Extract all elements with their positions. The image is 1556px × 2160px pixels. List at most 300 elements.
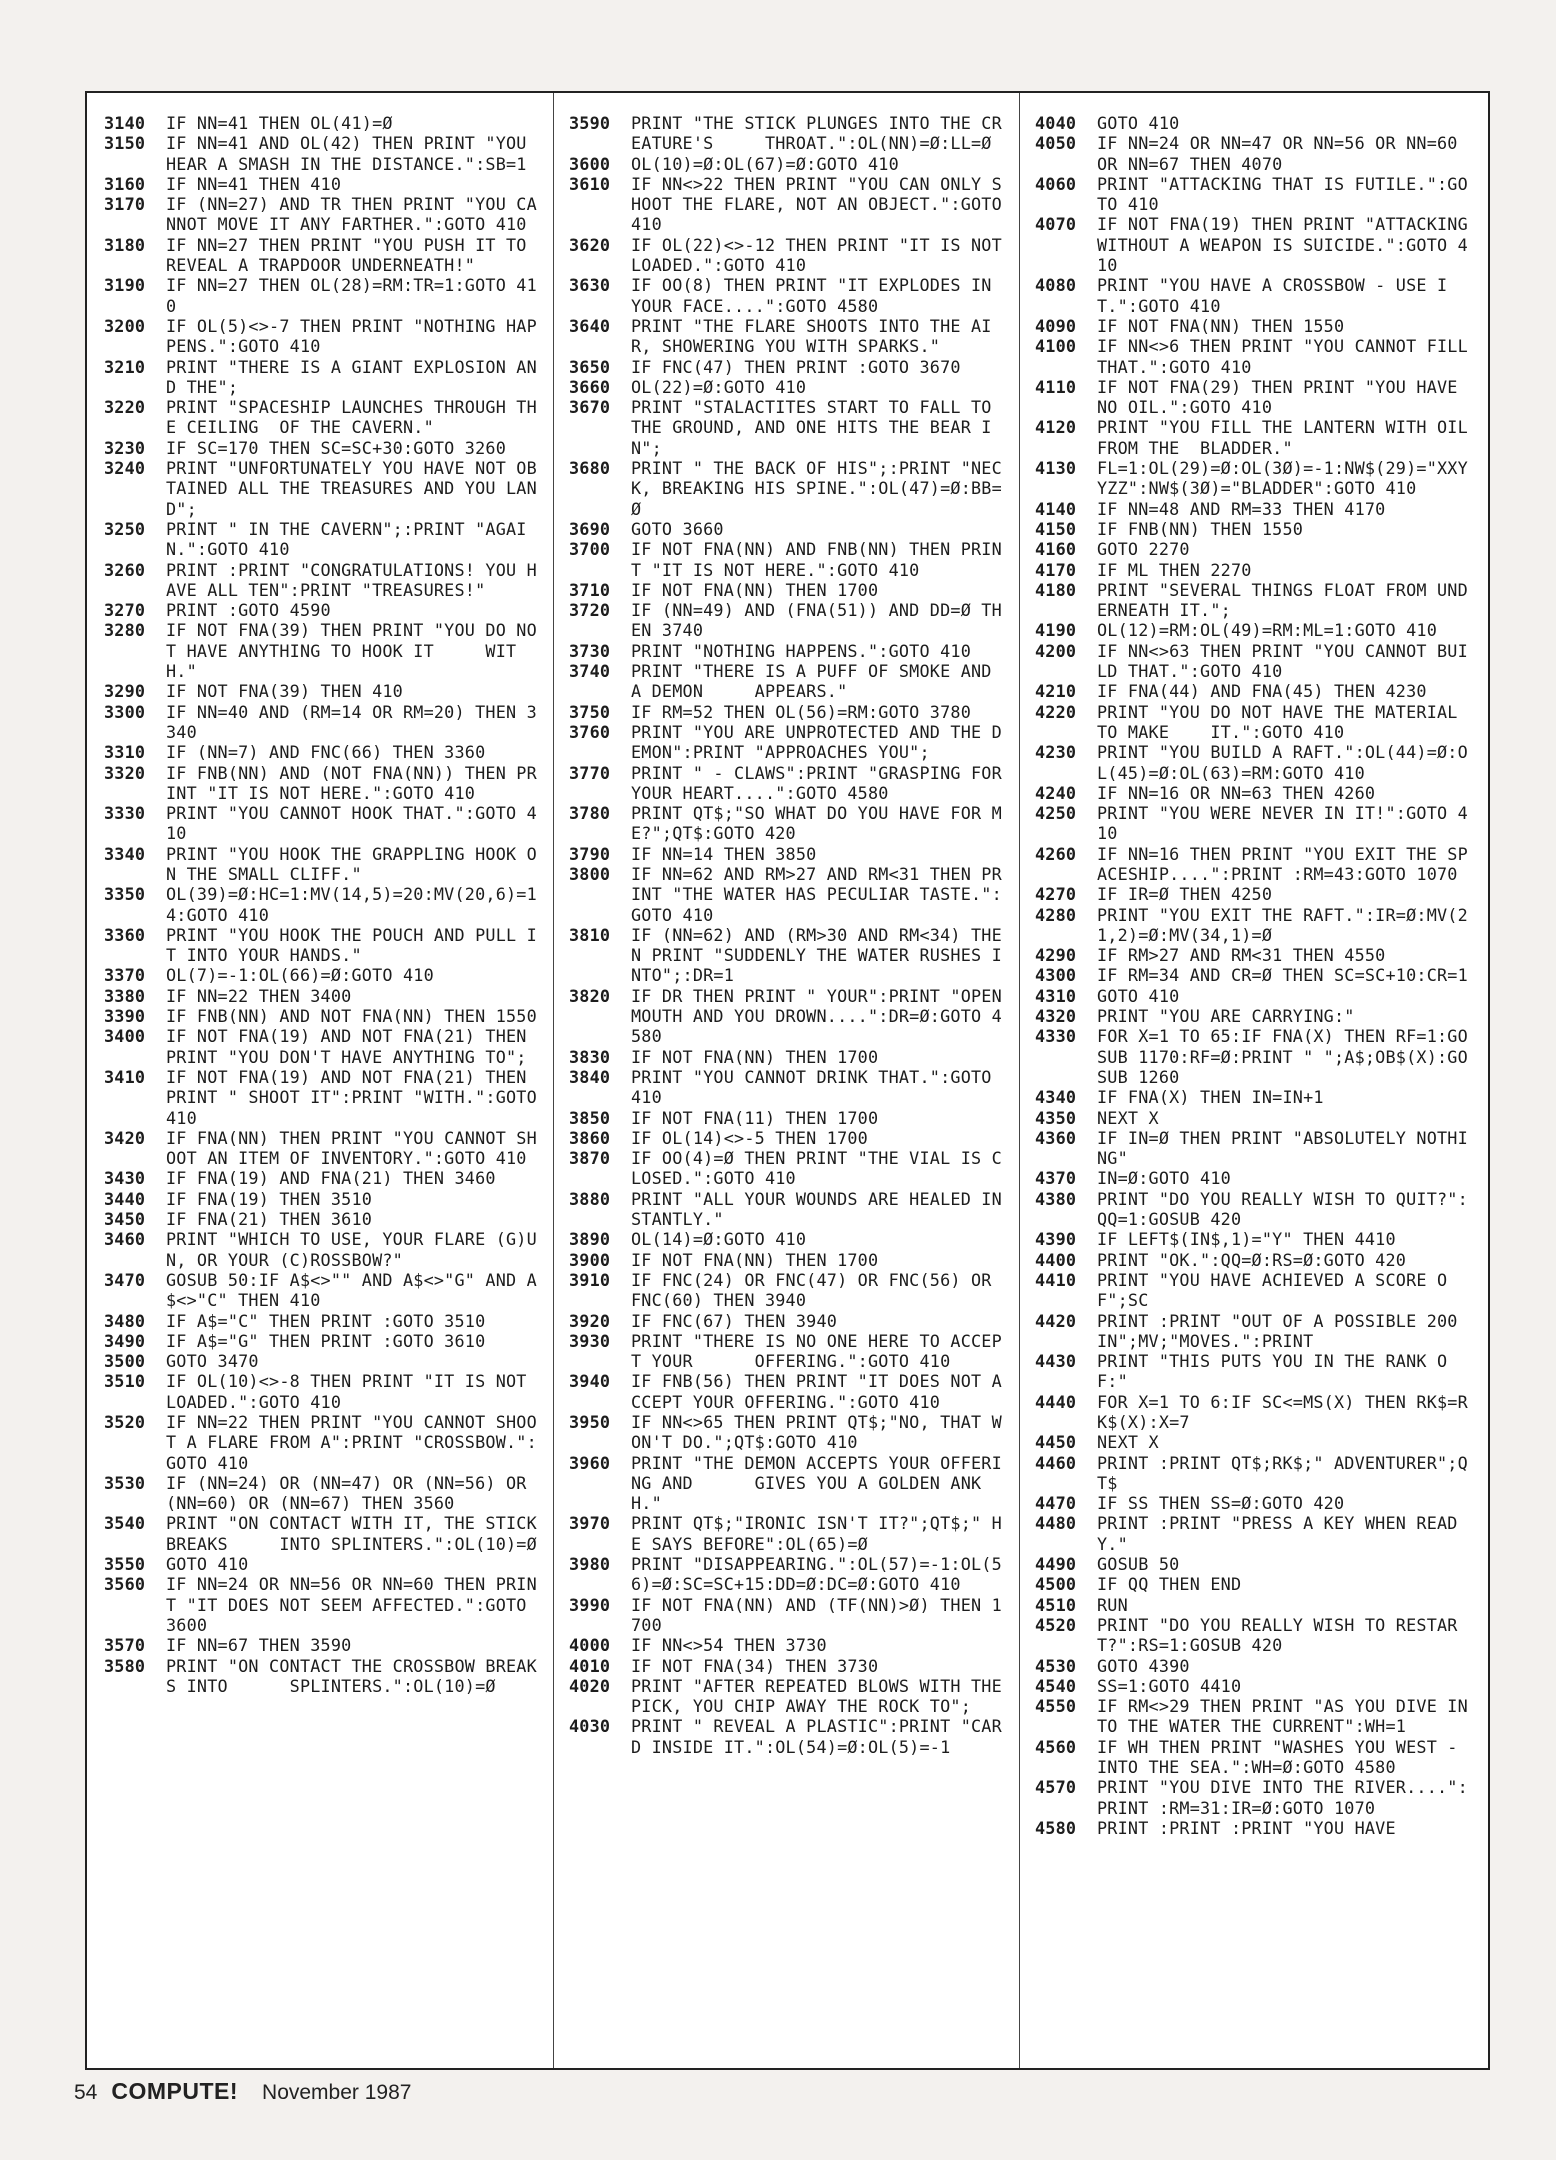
code-line (1035, 417, 1479, 458)
line-code: IF (NN=24) OR (NN=47) OR (NN=56) OR (NN=60) OR (NN=67) THEN 3560 (166, 1472, 537, 1514)
line-number: 4090 (1035, 315, 1077, 336)
line-code: IF FNB(NN) THEN 1550 (1097, 518, 1304, 539)
line-number: 3260 (104, 559, 146, 580)
code-line (1035, 1392, 1475, 1433)
line-code: IF NOT FNA(NN) THEN 1700 (631, 1046, 879, 1067)
code-line (1035, 499, 1475, 519)
line-number: 4470 (1035, 1493, 1077, 1514)
line-number: 3760 (569, 721, 611, 742)
code-line (1035, 519, 1475, 539)
line-code: PRINT " IN THE CAVERN";:PRINT "AGAIN.":GOTO 410 (166, 518, 527, 560)
line-number: 3910 (569, 1269, 611, 1290)
line-code: PRINT "UNFORTUNATELY YOU HAVE NOT OBTAINED ALL THE TREASURES AND YOU LAND"; (166, 458, 537, 519)
line-code: FOR X=1 TO 65:IF FNA(X) THEN RF=1:GOSUB 1170:RF=Ø:PRINT " ";A$;OB$(X):GOSUB 1260 (1097, 1026, 1468, 1087)
line-code: OL(39)=Ø:HC=1:MV(14,5)=20:MV(20,6)=14:GOTO 410 (166, 884, 537, 925)
code-line (569, 1554, 1003, 1595)
line-code: IF NN=67 THEN 3590 (166, 1635, 352, 1656)
line-code: PRINT "YOU HOOK THE GRAPPLING HOOK ON THE SMALL CLIFF." (166, 843, 537, 884)
line-number: 3740 (569, 661, 611, 682)
code-line (1035, 965, 1475, 985)
line-code: IF OO(8) THEN PRINT "IT EXPLODES IN YOUR FACE....":GOTO 4580 (631, 275, 1002, 316)
line-code: IF SS THEN SS=Ø:GOTO 420 (1097, 1493, 1345, 1514)
line-code: PRINT "THERE IS NO ONE HERE TO ACCEPT YOUR OFFERING.":GOTO 410 (631, 1330, 1002, 1372)
code-line (569, 864, 1003, 925)
line-code: PRINT :PRINT :PRINT "YOU HAVE (1097, 1817, 1396, 1838)
line-number: 3370 (104, 965, 146, 986)
code-line (1035, 986, 1475, 1006)
code-line (104, 1168, 538, 1188)
line-number: 3180 (104, 234, 146, 255)
line-number: 4170 (1035, 559, 1077, 580)
line-code: IF RM=52 THEN OL(56)=RM:GOTO 3780 (631, 701, 972, 722)
line-number: 4560 (1035, 1736, 1077, 1757)
code-line (1035, 641, 1475, 682)
code-line (1035, 1229, 1475, 1249)
line-number: 3610 (569, 173, 611, 194)
line-code: PRINT "THERE IS A PUFF OF SMOKE AND A DEMON APPEARS." (631, 661, 1002, 702)
line-number: 4100 (1035, 336, 1077, 357)
line-code: IF FNB(56) THEN PRINT "IT DOES NOT ACCEPT YOUR OFFERING.":GOTO 410 (631, 1371, 1002, 1412)
code-line (569, 844, 1003, 864)
line-number: 3510 (104, 1371, 146, 1392)
line-number: 3240 (104, 458, 146, 479)
column-divider (553, 93, 554, 2068)
code-line (104, 1229, 538, 1270)
line-number: 3330 (104, 803, 146, 824)
line-code: IF IN=Ø THEN PRINT "ABSOLUTELY NOTHING" (1097, 1127, 1468, 1169)
line-code: IF NN<>6 THEN PRINT "YOU CANNOT FILL THAT.":GOTO 410 (1097, 336, 1479, 377)
code-line (569, 1675, 1013, 1717)
code-line (569, 275, 1003, 316)
code-line (569, 357, 1003, 377)
line-number: 3710 (569, 579, 611, 600)
line-code: IF OL(14)<>-5 THEN 1700 (631, 1127, 868, 1148)
code-line (104, 763, 538, 804)
line-number: 4150 (1035, 518, 1077, 539)
code-line (569, 762, 1013, 804)
line-code: IF FNC(67) THEN 3940 (631, 1310, 838, 1331)
line-code: IF NN<>54 THEN 3730 (631, 1635, 827, 1656)
code-line (569, 722, 1003, 763)
line-code: IF NN=16 OR NN=63 THEN 4260 (1097, 782, 1376, 803)
line-number: 4220 (1035, 701, 1077, 722)
line-number: 3730 (569, 640, 611, 661)
code-line (1035, 1554, 1475, 1574)
code-line (104, 1371, 538, 1412)
code-line (1035, 1128, 1475, 1169)
line-number: 3870 (569, 1148, 611, 1169)
line-number: 3960 (569, 1452, 611, 1473)
code-line (1035, 1676, 1475, 1696)
line-number: 3750 (569, 701, 611, 722)
code-line (104, 1006, 538, 1026)
line-number: 3250 (104, 518, 146, 539)
line-number: 4510 (1035, 1594, 1077, 1615)
code-line (104, 986, 538, 1006)
code-line (569, 113, 1003, 154)
code-line (104, 1635, 538, 1655)
line-number: 4260 (1035, 843, 1077, 864)
line-number: 4540 (1035, 1675, 1077, 1696)
line-code: PRINT "STALACTITES START TO FALL TO THE GROUND, AND ONE HITS THE BEAR IN"; (631, 397, 1002, 458)
line-code: IF NN=41 THEN OL(41)=Ø (166, 113, 393, 133)
code-line (104, 681, 538, 701)
line-number: 3200 (104, 315, 146, 336)
line-code: IF NOT FNA(19) AND NOT FNA(21) THEN PRINT " SHOOT IT":PRINT "WITH.":GOTO 410 (166, 1066, 548, 1128)
code-line (104, 702, 538, 743)
line-code: PRINT :PRINT QT$;RK$;" ADVENTURER";QT$ (1097, 1452, 1468, 1493)
line-number: 3470 (104, 1269, 146, 1290)
code-line (1035, 1087, 1475, 1107)
line-number: 3620 (569, 234, 611, 255)
line-number: 3390 (104, 1006, 146, 1027)
code-line (104, 560, 538, 601)
line-code: IF OO(4)=Ø THEN PRINT "THE VIAL IS CLOSED.":GOTO 410 (631, 1148, 1002, 1189)
code-line (104, 275, 538, 316)
code-line (569, 1513, 1003, 1554)
line-code: PRINT "YOU ARE UNPROTECTED AND THE DEMON":PRINT "APPROACHES YOU"; (631, 721, 1002, 763)
code-line (104, 1128, 538, 1169)
line-number: 3420 (104, 1127, 146, 1148)
line-number: 3890 (569, 1229, 611, 1250)
line-code: PRINT "ON CONTACT WITH IT, THE STICK BREAKS INTO SPLINTERS.":OL(10)=Ø (166, 1513, 548, 1554)
line-number: 4270 (1035, 884, 1077, 905)
line-number: 4030 (569, 1716, 611, 1737)
code-line (104, 1513, 548, 1554)
line-number: 4500 (1035, 1574, 1077, 1595)
line-code: OL(22)=Ø:GOTO 410 (631, 376, 807, 397)
line-number: 3770 (569, 762, 611, 783)
line-number: 4120 (1035, 417, 1077, 438)
code-line (1035, 316, 1475, 336)
code-line (104, 458, 538, 519)
line-code: PRINT "ATTACKING THAT IS FUTILE.":GOTO 410 (1097, 173, 1468, 215)
line-code: PRINT :PRINT "CONGRATULATIONS! YOU HAVE ALL TEN":PRINT "TREASURES!" (166, 559, 537, 600)
line-code: PRINT "DO YOU REALLY WISH TO RESTART?":RS=1:GOSUB 420 (1097, 1614, 1458, 1656)
line-code: IF QQ THEN END (1097, 1574, 1242, 1595)
line-number: 3920 (569, 1310, 611, 1331)
line-number: 4280 (1035, 904, 1077, 925)
code-line (1035, 945, 1475, 965)
code-line (569, 458, 1003, 519)
code-line (1035, 702, 1475, 743)
line-code: PRINT "SPACESHIP LAUNCHES THROUGH THE CEILING OF THE CAVERN." (166, 397, 537, 438)
line-code: IF FNB(NN) AND NOT FNA(NN) THEN 1550 (166, 1006, 537, 1027)
line-code: IF NN=27 THEN PRINT "YOU PUSH IT TO REVEAL A TRAPDOOR UNDERNEATH!" (166, 234, 537, 276)
line-code: PRINT " - CLAWS":PRINT "GRASPING FOR YOUR HEART....":GOTO 4580 (631, 762, 1013, 803)
line-number: 4160 (1035, 539, 1077, 560)
listing-column-3 (1035, 113, 1479, 1838)
line-code: IF LEFT$(IN$,1)="Y" THEN 4410 (1097, 1229, 1396, 1250)
line-number: 3500 (104, 1351, 146, 1372)
line-number: 4190 (1035, 620, 1077, 641)
line-code: IF NN=16 THEN PRINT "YOU EXIT THE SPACESHIP....":PRINT :RM=43:GOTO 1070 (1097, 843, 1468, 884)
line-code: IF FNA(X) THEN IN=IN+1 (1097, 1087, 1324, 1108)
line-number: 3410 (104, 1066, 146, 1087)
line-code: PRINT "YOU HOOK THE POUCH AND PULL IT INTO YOUR HANDS." (166, 924, 537, 966)
code-line (104, 397, 538, 438)
line-code: IF FNA(21) THEN 3610 (166, 1209, 373, 1230)
code-line (1035, 133, 1475, 174)
line-code: IF RM<>29 THEN PRINT "AS YOU DIVE INTO THE WATER THE CURRENT":WH=1 (1097, 1696, 1468, 1737)
line-code: IF WH THEN PRINT "WASHES YOU WEST - INTO THE SEA.":WH=Ø:GOTO 4580 (1097, 1736, 1468, 1778)
line-number: 3230 (104, 437, 146, 458)
line-code: GOSUB 50:IF A$<>"" AND A$<>"G" AND A$<>"C" THEN 410 (166, 1269, 537, 1311)
page-number: 54 (74, 2081, 98, 2104)
line-code: GOTO 3470 (166, 1351, 259, 1372)
code-line (104, 1066, 548, 1128)
code-line (104, 803, 538, 844)
line-code: PRINT "YOU BUILD A RAFT.":OL(44)=Ø:OL(45)=Ø:OL(63)=RM:GOTO 410 (1097, 742, 1468, 783)
line-code: IF DR THEN PRINT " YOUR":PRINT "OPEN MOUTH AND YOU DROWN....":DR=Ø:GOTO 4580 (631, 985, 1013, 1047)
line-number: 3850 (569, 1107, 611, 1128)
code-line (1035, 1513, 1475, 1554)
code-line (104, 133, 538, 174)
line-code: IF NN<>22 THEN PRINT "YOU CAN ONLY SHOOT THE FLARE, NOT AN OBJECT.":GOTO 410 (631, 173, 1013, 235)
line-code: GOTO 410 (166, 1554, 249, 1575)
line-number: 3430 (104, 1168, 146, 1189)
line-code: PRINT :PRINT "PRESS A KEY WHEN READY." (1097, 1513, 1458, 1554)
line-number: 3590 (569, 113, 611, 133)
code-line (1035, 1006, 1475, 1026)
code-line (569, 377, 1003, 397)
code-line (104, 519, 538, 560)
code-line (1035, 905, 1475, 946)
code-line (1035, 1026, 1475, 1087)
line-code: IF ML THEN 2270 (1097, 559, 1252, 580)
line-code: IF OL(10)<>-8 THEN PRINT "IT IS NOT LOADED.":GOTO 410 (166, 1371, 537, 1412)
line-number: 4020 (569, 1675, 611, 1696)
code-line (1035, 844, 1475, 885)
code-line (1035, 742, 1475, 783)
line-code: IF A$="G" THEN PRINT :GOTO 3610 (166, 1330, 486, 1351)
code-line (104, 357, 538, 398)
line-number: 3400 (104, 1026, 146, 1047)
line-number: 4520 (1035, 1614, 1077, 1635)
line-number: 3640 (569, 315, 611, 336)
line-code: GOSUB 50 (1097, 1554, 1180, 1575)
code-line (1035, 214, 1479, 276)
line-code: IF NN=27 THEN OL(28)=RM:TR=1:GOTO 410 (166, 275, 537, 316)
code-line (569, 397, 1003, 458)
code-line (569, 1412, 1003, 1453)
code-line (569, 702, 1003, 722)
line-code: IF SC=170 THEN SC=SC+30:GOTO 3260 (166, 437, 507, 458)
line-number: 4250 (1035, 803, 1077, 824)
line-code: PRINT "WHICH TO USE, YOUR FLARE (G)UN, OR YOUR (C)ROSSBOW?" (166, 1229, 537, 1270)
line-code: PRINT "THIS PUTS YOU IN THE RANK OF:" (1097, 1351, 1448, 1392)
line-code: IF RM>27 AND RM<31 THEN 4550 (1097, 945, 1386, 966)
line-number: 4300 (1035, 965, 1077, 986)
line-number: 3280 (104, 620, 146, 641)
line-number: 3440 (104, 1188, 146, 1209)
code-line (1035, 803, 1475, 844)
line-code: IF FNA(NN) THEN PRINT "YOU CANNOT SHOOT AN ITEM OF INVENTORY.":GOTO 410 (166, 1127, 537, 1169)
line-code: IF NN=24 OR NN=47 OR NN=56 OR NN=60 OR NN=67 THEN 4070 (1097, 133, 1468, 174)
line-number: 3550 (104, 1554, 146, 1575)
line-number: 4200 (1035, 640, 1077, 661)
line-code: PRINT " REVEAL A PLASTIC":PRINT "CARD INSIDE IT.":OL(54)=Ø:OL(5)=-1 (631, 1716, 1002, 1757)
code-line (1035, 1777, 1475, 1818)
code-line (1035, 1737, 1475, 1778)
line-code: IF (NN=49) AND (FNA(51)) AND DD=Ø THEN 3740 (631, 600, 1002, 641)
code-line (569, 1270, 1003, 1311)
code-line (1035, 1493, 1475, 1513)
code-line (569, 1128, 1003, 1148)
line-code: IF NN<>63 THEN PRINT "YOU CANNOT BUILD THAT.":GOTO 410 (1097, 640, 1468, 682)
line-number: 4420 (1035, 1310, 1077, 1331)
line-code: GOTO 410 (1097, 985, 1180, 1006)
line-code: OL(10)=Ø:OL(67)=Ø:GOTO 410 (631, 153, 899, 174)
code-line (104, 742, 538, 762)
code-line (104, 925, 538, 966)
code-line (1035, 539, 1475, 559)
line-code: GOTO 4390 (1097, 1655, 1190, 1676)
line-number: 3820 (569, 985, 611, 1006)
code-line (104, 1311, 538, 1331)
code-line (569, 539, 1003, 580)
page-footer (74, 2078, 411, 2105)
line-number: 3320 (104, 762, 146, 783)
line-number: 3520 (104, 1412, 146, 1432)
line-code: GOTO 3660 (631, 518, 724, 539)
line-code: IF FNA(19) THEN 3510 (166, 1188, 373, 1209)
line-number: 4060 (1035, 173, 1077, 194)
program-listing (85, 91, 1490, 2070)
code-line (1035, 1595, 1475, 1615)
line-number: 4340 (1035, 1087, 1077, 1108)
line-number: 4530 (1035, 1655, 1077, 1676)
line-number: 4240 (1035, 782, 1077, 803)
line-number: 3650 (569, 356, 611, 377)
line-number: 3140 (104, 113, 146, 133)
line-number: 4010 (569, 1655, 611, 1676)
line-code: PRINT "THE DEMON ACCEPTS YOUR OFFERING AND GIVES YOU A GOLDEN ANKH." (631, 1452, 1002, 1514)
line-code: PRINT "YOU HAVE A CROSSBOW - USE IT.":GOTO 410 (1097, 275, 1448, 316)
line-number: 3840 (569, 1066, 611, 1087)
line-number: 4430 (1035, 1351, 1077, 1372)
line-number: 4580 (1035, 1817, 1077, 1838)
line-number: 3480 (104, 1310, 146, 1331)
line-number: 4480 (1035, 1513, 1077, 1534)
code-line (1035, 1453, 1475, 1494)
code-line (569, 985, 1013, 1047)
line-number: 3660 (569, 376, 611, 397)
line-number: 3570 (104, 1635, 146, 1656)
line-code: PRINT "YOU CANNOT HOOK THAT.":GOTO 410 (166, 803, 537, 844)
line-code: IF NN=22 THEN PRINT "YOU CANNOT SHOOT A FLARE FROM A":PRINT "CROSSBOW.":GOTO 410 (166, 1412, 537, 1473)
code-line (1035, 275, 1475, 316)
line-number: 3460 (104, 1229, 146, 1250)
line-number: 3720 (569, 600, 611, 621)
line-number: 4490 (1035, 1554, 1077, 1575)
code-line (569, 1656, 1003, 1676)
line-code: IF NOT FNA(NN) AND FNB(NN) THEN PRINT "IT IS NOT HERE.":GOTO 410 (631, 539, 1002, 580)
line-number: 3220 (104, 397, 146, 418)
line-code: IF RM=34 AND CR=Ø THEN SC=SC+10:CR=1 (1097, 965, 1468, 986)
line-number: 3350 (104, 884, 146, 905)
line-code: SS=1:GOTO 4410 (1097, 1675, 1242, 1696)
code-line (104, 194, 538, 235)
line-code: PRINT "DO YOU REALLY WISH TO QUIT?":QQ=1:GOSUB 420 (1097, 1188, 1468, 1230)
code-line (1035, 1432, 1475, 1452)
line-code: PRINT "YOU FILL THE LANTERN WITH OIL FROM THE BLADDER." (1097, 417, 1479, 458)
code-line (1035, 1615, 1475, 1656)
line-code: PRINT " THE BACK OF HIS";:PRINT "NECK, BREAKING HIS SPINE.":OL(47)=Ø:BB=Ø (631, 458, 1002, 519)
line-number: 3780 (569, 803, 611, 824)
code-line (569, 661, 1003, 702)
code-line (1035, 620, 1475, 640)
line-number: 3880 (569, 1188, 611, 1209)
line-code: PRINT "ON CONTACT THE CROSSBOW BREAKS INTO SPLINTERS.":OL(10)=Ø (166, 1655, 537, 1696)
code-line (1035, 1270, 1475, 1311)
line-number: 4070 (1035, 214, 1077, 235)
line-code: OL(12)=RM:OL(49)=RM:ML=1:GOTO 410 (1097, 620, 1438, 641)
code-line (569, 1047, 1003, 1067)
issue-date: November 1987 (262, 2081, 412, 2104)
code-line (569, 641, 1003, 661)
line-number: 3380 (104, 985, 146, 1006)
code-line (104, 620, 538, 681)
code-line (1035, 174, 1475, 215)
line-code: IF NOT FNA(NN) THEN 1700 (631, 579, 879, 600)
code-line (569, 1331, 1003, 1372)
line-code: IF OL(5)<>-7 THEN PRINT "NOTHING HAPPENS.":GOTO 410 (166, 315, 537, 357)
code-line (569, 925, 1003, 986)
code-line (569, 580, 1003, 600)
code-line (569, 1148, 1003, 1189)
code-line (104, 600, 538, 620)
line-number: 4000 (569, 1635, 611, 1656)
code-line (569, 1716, 1003, 1757)
line-code: NEXT X (1097, 1432, 1159, 1453)
line-code: PRINT "YOU WERE NEVER IN IT!":GOTO 410 (1097, 803, 1468, 844)
line-number: 4210 (1035, 681, 1077, 702)
line-number: 3540 (104, 1513, 146, 1534)
line-number: 4460 (1035, 1452, 1077, 1473)
line-code: IF IR=Ø THEN 4250 (1097, 884, 1273, 905)
code-line (104, 884, 538, 925)
code-line (104, 1331, 538, 1351)
code-line (1035, 580, 1475, 621)
code-line (104, 1412, 538, 1473)
line-number: 3190 (104, 275, 146, 296)
line-number: 3150 (104, 133, 146, 154)
code-line (569, 1453, 1003, 1514)
line-number: 4570 (1035, 1777, 1077, 1798)
code-line (104, 438, 538, 458)
code-line (1035, 783, 1475, 803)
line-code: OL(14)=Ø:GOTO 410 (631, 1229, 807, 1250)
line-number: 3160 (104, 173, 146, 194)
line-code: IN=Ø:GOTO 410 (1097, 1168, 1231, 1189)
line-number: 3270 (104, 600, 146, 621)
code-line (569, 1250, 1003, 1270)
line-number: 3930 (569, 1330, 611, 1351)
line-code: IF A$="C" THEN PRINT :GOTO 3510 (166, 1310, 486, 1331)
line-number: 3360 (104, 924, 146, 945)
code-line (104, 1351, 538, 1371)
magazine-name: COMPUTE! (111, 2078, 239, 2104)
line-number: 4310 (1035, 985, 1077, 1006)
line-number: 3950 (569, 1412, 611, 1432)
line-code: IF NOT FNA(19) AND NOT FNA(21) THEN PRINT "YOU DON'T HAVE ANYTHING TO"; (166, 1026, 537, 1067)
line-number: 3450 (104, 1209, 146, 1230)
line-number: 3670 (569, 397, 611, 418)
line-code: PRINT "YOU DIVE INTO THE RIVER....":PRINT :RM=31:IR=Ø:GOTO 1070 (1097, 1777, 1468, 1818)
line-number: 3680 (569, 458, 611, 479)
line-number: 3530 (104, 1472, 146, 1493)
